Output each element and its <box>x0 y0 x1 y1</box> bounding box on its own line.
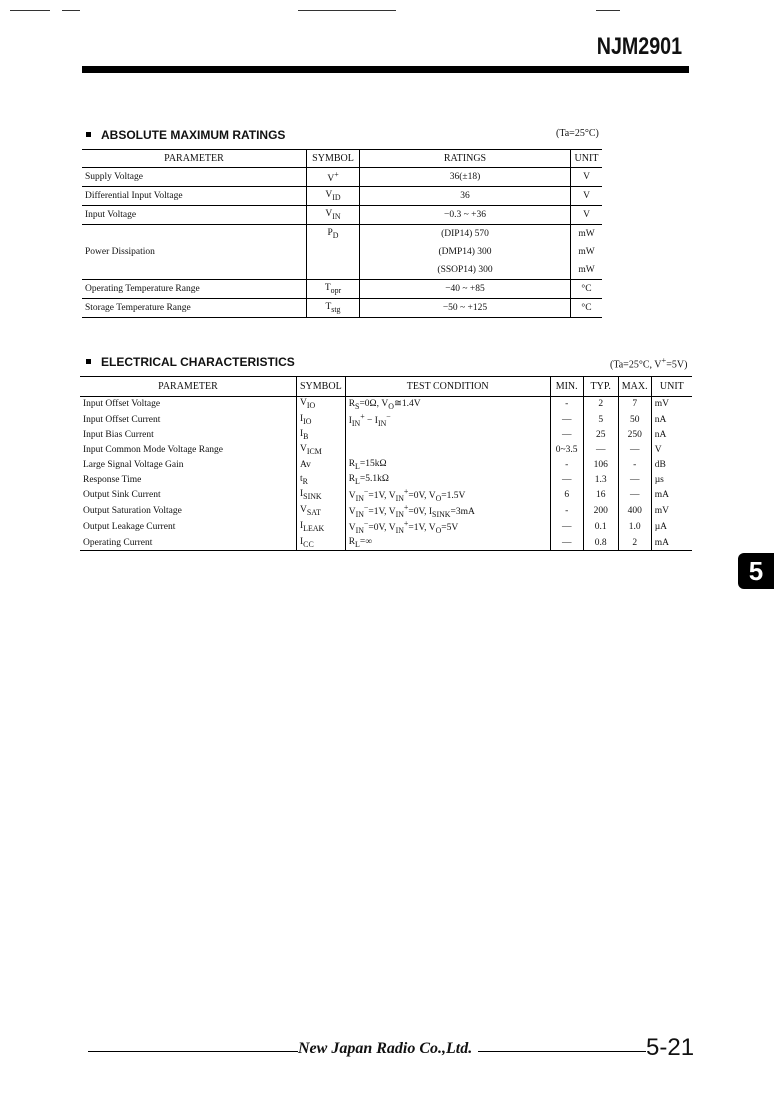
col-symbol: SYMBOL <box>297 377 346 397</box>
unit: °C <box>571 280 603 299</box>
max: — <box>618 487 651 503</box>
table-row <box>82 187 602 206</box>
rating: (DMP14) 300 <box>360 243 571 261</box>
max: — <box>618 472 651 487</box>
symbol: $I_{IO}$ <box>297 412 346 428</box>
table-row <box>80 428 692 443</box>
rating: −0.3 ~ +36 <box>360 206 571 225</box>
unit: mW <box>571 225 603 244</box>
table-row <box>80 519 692 535</box>
unit: V <box>651 443 692 458</box>
min: — <box>550 412 583 428</box>
test: $R_S=0\Omega$, $V_O≅1.4V$ <box>345 397 550 412</box>
symbol: $I_{SINK}$ <box>297 487 346 503</box>
col-parameter: PARAMETER <box>80 377 297 397</box>
table-row <box>80 503 692 519</box>
unit: mW <box>571 261 603 280</box>
param: Power Dissipation <box>82 225 307 280</box>
table-row <box>82 299 602 318</box>
param: Differential Input Voltage <box>82 187 307 206</box>
col-parameter: PARAMETER <box>82 150 307 168</box>
typ: 200 <box>583 503 618 519</box>
table-header-row <box>82 150 602 168</box>
elec-title-text: ELECTRICAL CHARACTERISTICS <box>101 355 295 369</box>
col-test: TEST CONDITION <box>345 377 550 397</box>
min: - <box>550 457 583 472</box>
param: Output Leakage Current <box>83 522 176 533</box>
unit: nA <box>651 428 692 443</box>
typ: 0.8 <box>583 535 618 550</box>
max: 2 <box>618 535 651 550</box>
bullet-icon <box>86 132 91 137</box>
test: $R_L=\infty$ <box>345 535 550 550</box>
unit: V <box>571 168 603 187</box>
unit: mV <box>651 397 692 412</box>
param: Large Signal Voltage Gain <box>83 459 184 470</box>
min: - <box>550 503 583 519</box>
test: $V_{IN}^-=1V$, $V_{IN}^+=0V$, $I_{SINK}=3mA$ <box>345 503 550 519</box>
param: Operating Current <box>80 535 297 550</box>
symbol: $V_{SAT}$ <box>297 503 346 519</box>
symbol: $t_R$ <box>297 472 346 487</box>
part-number: NJM2901 <box>596 33 682 60</box>
min: — <box>550 472 583 487</box>
rating: 36 <box>360 187 571 206</box>
min: — <box>550 428 583 443</box>
symbol: $P_D$ <box>307 225 360 280</box>
abs-max-title-text: ABSOLUTE MAXIMUM RATINGS <box>101 128 286 142</box>
table-row <box>80 487 692 503</box>
footer-rule <box>478 1051 646 1052</box>
param: Input Bias Current <box>83 430 154 441</box>
max: 1.0 <box>618 519 651 535</box>
min: — <box>550 519 583 535</box>
col-max: MAX. <box>618 377 651 397</box>
unit: nA <box>651 412 692 428</box>
symbol: Av <box>297 457 346 472</box>
table-row <box>82 225 602 244</box>
test: $V_{IN}^-=1V$, $V_{IN}^+=0V$, $V_O=1.5V$ <box>345 487 550 503</box>
header-rule <box>82 66 689 73</box>
param: Input Common Mode Voltage Range <box>83 445 224 456</box>
page-number: 5-21 <box>646 1034 695 1061</box>
symbol: $V_{IN}$ <box>307 206 360 225</box>
table-row <box>80 535 692 550</box>
symbol: $I_B$ <box>297 428 346 443</box>
max: 250 <box>618 428 651 443</box>
top-dash <box>62 10 80 11</box>
table-row <box>80 412 692 428</box>
typ: 106 <box>583 457 618 472</box>
param: Output Sink Current <box>83 490 161 501</box>
footer-rule <box>88 1051 298 1052</box>
abs-max-title <box>86 128 285 142</box>
table-row <box>82 206 602 225</box>
min: 0~3.5 <box>550 443 583 458</box>
param: Operating Temperature Range <box>82 280 307 299</box>
table-row <box>80 443 692 458</box>
unit: µA <box>651 519 692 535</box>
min: - <box>550 397 583 412</box>
rating: −40 ~ +85 <box>360 280 571 299</box>
symbol: $T_{opr}$ <box>307 280 360 299</box>
symbol: $V_{IO}$ <box>297 397 346 412</box>
col-typ: TYP. <box>583 377 618 397</box>
param: Input Voltage <box>82 206 307 225</box>
section-tab: 5 <box>738 553 774 589</box>
symbol: $V_{ICM}$ <box>297 443 346 458</box>
param: Output Saturation Voltage <box>83 506 182 517</box>
symbol: $I_{CC}$ <box>297 535 346 550</box>
table-row <box>82 168 602 187</box>
param: Input Offset Voltage <box>83 399 161 410</box>
typ: 16 <box>583 487 618 503</box>
table-header-row <box>80 377 692 397</box>
test: $R_L=5.1k\Omega$ <box>345 472 550 487</box>
unit: dB <box>651 457 692 472</box>
abs-max-table <box>82 149 602 318</box>
col-ratings: RATINGS <box>360 150 571 168</box>
symbol: $I_{LEAK}$ <box>297 519 346 535</box>
typ: — <box>583 443 618 458</box>
test: $V_{IN}^-=0V$, $V_{IN}^+=1V$, $V_O=5V$ <box>345 519 550 535</box>
unit: µs <box>651 472 692 487</box>
unit: °C <box>571 299 603 318</box>
col-min: MIN. <box>550 377 583 397</box>
elec-table <box>80 376 692 551</box>
min: 6 <box>550 487 583 503</box>
bullet-icon <box>86 359 91 364</box>
test <box>345 443 550 458</box>
top-dash <box>10 10 50 11</box>
unit: V <box>571 187 603 206</box>
table-row <box>80 397 692 412</box>
typ: 25 <box>583 428 618 443</box>
test <box>345 428 550 443</box>
abs-max-condition: (Ta=25°C) <box>556 128 599 139</box>
typ: 2 <box>583 397 618 412</box>
unit: mV <box>651 503 692 519</box>
rating: (SSOP14) 300 <box>360 261 571 280</box>
unit: mA <box>651 487 692 503</box>
typ: 0.1 <box>583 519 618 535</box>
param: Input Offset Current <box>83 414 161 425</box>
param: Supply Voltage <box>82 168 307 187</box>
param: Response Time <box>83 474 142 485</box>
table-row <box>80 472 692 487</box>
unit: mW <box>571 243 603 261</box>
typ: 1.3 <box>583 472 618 487</box>
col-unit: UNIT <box>571 150 603 168</box>
test: $I_{IN}^+ - I_{IN}^-$ <box>345 412 550 428</box>
col-unit: UNIT <box>651 377 692 397</box>
col-symbol: SYMBOL <box>307 150 360 168</box>
top-dash <box>596 10 620 11</box>
max: - <box>618 457 651 472</box>
symbol: $V_{ID}$ <box>307 187 360 206</box>
elec-condition: (Ta=25°C, V+=5V) <box>610 356 688 371</box>
rating: 36(±18) <box>360 168 571 187</box>
symbol: V+ <box>307 168 360 187</box>
max: 7 <box>618 397 651 412</box>
max: — <box>618 443 651 458</box>
rating: (DIP14) 570 <box>360 225 571 244</box>
top-dash <box>298 10 396 11</box>
typ: 5 <box>583 412 618 428</box>
company-name: New Japan Radio Co.,Ltd. <box>298 1040 473 1057</box>
unit: V <box>571 206 603 225</box>
param: Storage Temperature Range <box>82 299 307 318</box>
table-row <box>82 280 602 299</box>
test: $R_L=15k\Omega$ <box>345 457 550 472</box>
rating: −50 ~ +125 <box>360 299 571 318</box>
unit: mA <box>651 535 692 550</box>
max: 50 <box>618 412 651 428</box>
elec-title <box>86 355 295 369</box>
max: 400 <box>618 503 651 519</box>
table-row <box>80 457 692 472</box>
min: — <box>550 535 583 550</box>
symbol: $T_{stg}$ <box>307 299 360 318</box>
